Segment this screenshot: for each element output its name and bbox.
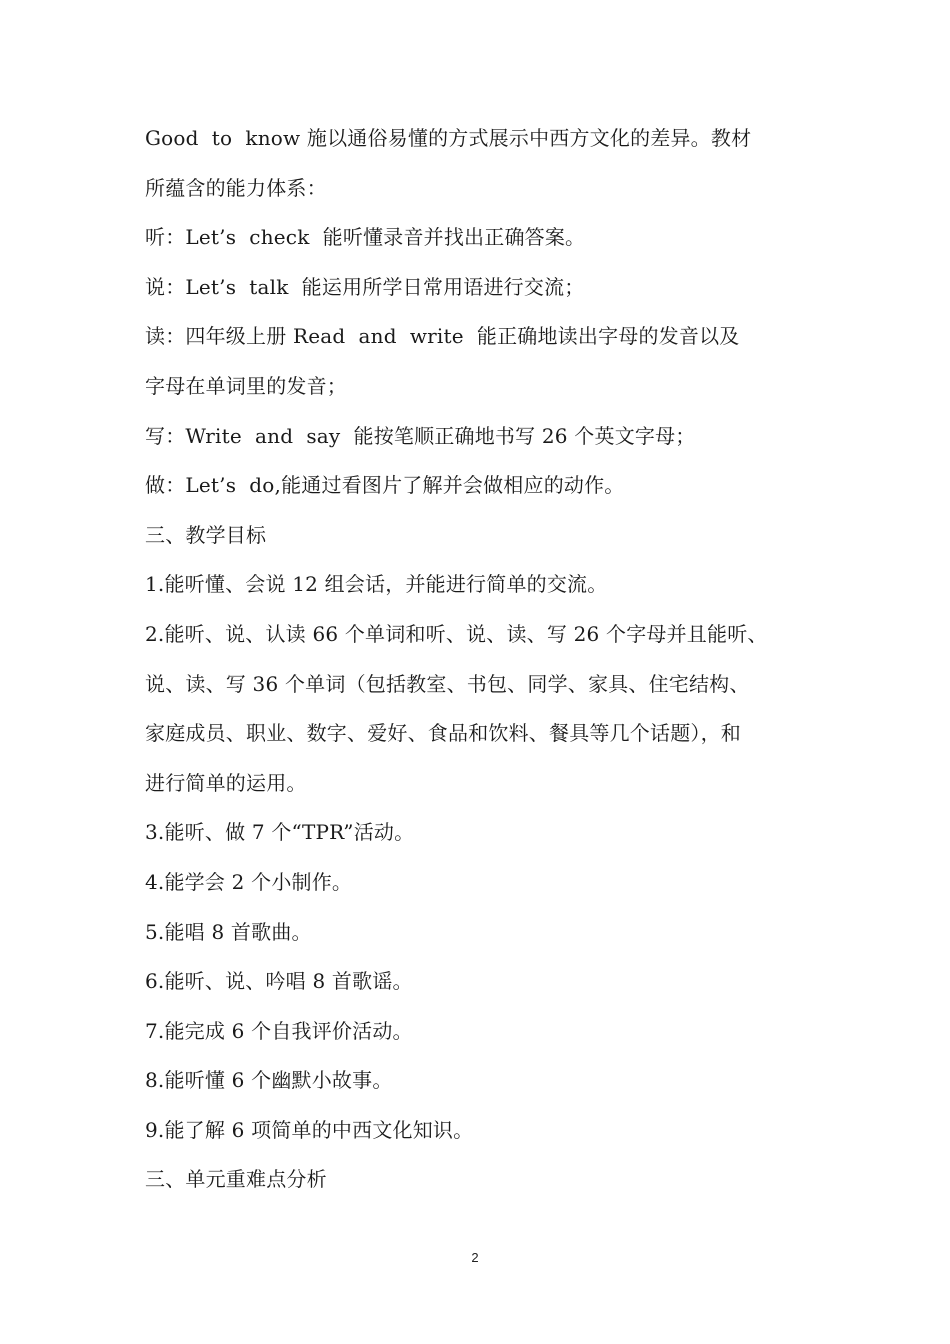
- goal-item: 7.能完成 6 个自我评价活动。: [145, 1018, 413, 1043]
- goal-item: 1.能听懂、会说 12 组会话，并能进行简单的交流。: [145, 572, 608, 597]
- text-line: 所蕴含的能力体系：: [145, 175, 327, 200]
- goal-item: 8.能听懂 6 个幽默小故事。: [145, 1068, 393, 1093]
- goal-item: 2.能听、说、认读 66 个单词和听、说、读、写 26 个字母并且能听、: [145, 621, 768, 646]
- text-line: 写：Write and say 能按笔顺正确地书写 26 个英文字母；: [145, 423, 696, 448]
- text-line: 说：Let’s talk 能运用所学日常用语进行交流；: [145, 274, 585, 299]
- goal-item: 9.能了解 6 项简单的中西文化知识。: [145, 1117, 474, 1142]
- text-line: 读：四年级上册 Read and write 能正确地读出字母的发音以及: [145, 324, 740, 349]
- text-line: 做：Let’s do,能通过看图片了解并会做相应的动作。: [145, 473, 625, 498]
- goal-item: 4.能学会 2 个小制作。: [145, 869, 353, 894]
- text-line: 字母在单词里的发音；: [145, 373, 347, 398]
- goal-item-continued: 家庭成员、职业、数字、爱好、食品和饮料、餐具等几个话题），和: [145, 721, 741, 746]
- body-text: [145, 114, 815, 1205]
- section-heading: 三、单元重难点分析: [145, 1167, 327, 1192]
- page-number: 2: [471, 1250, 479, 1265]
- goal-item-continued: 说、读、写 36 个单词（包括教室、书包、同学、家具、住宅结构、: [145, 671, 750, 696]
- goal-item: 5.能唱 8 首歌曲。: [145, 919, 312, 944]
- goal-item: 6.能听、说、吟唱 8 首歌谣。: [145, 969, 413, 994]
- goal-item-continued: 进行简单的运用。: [145, 770, 307, 795]
- section-heading: 三、教学目标: [145, 522, 267, 547]
- text-line: Good to know 施以通俗易懂的方式展示中西方文化的差异。教材: [145, 126, 752, 150]
- goal-item: 3.能听、做 7 个“TPR”活动。: [145, 820, 415, 845]
- text-line: 听：Let’s check 能听懂录音并找出正确答案。: [145, 225, 586, 250]
